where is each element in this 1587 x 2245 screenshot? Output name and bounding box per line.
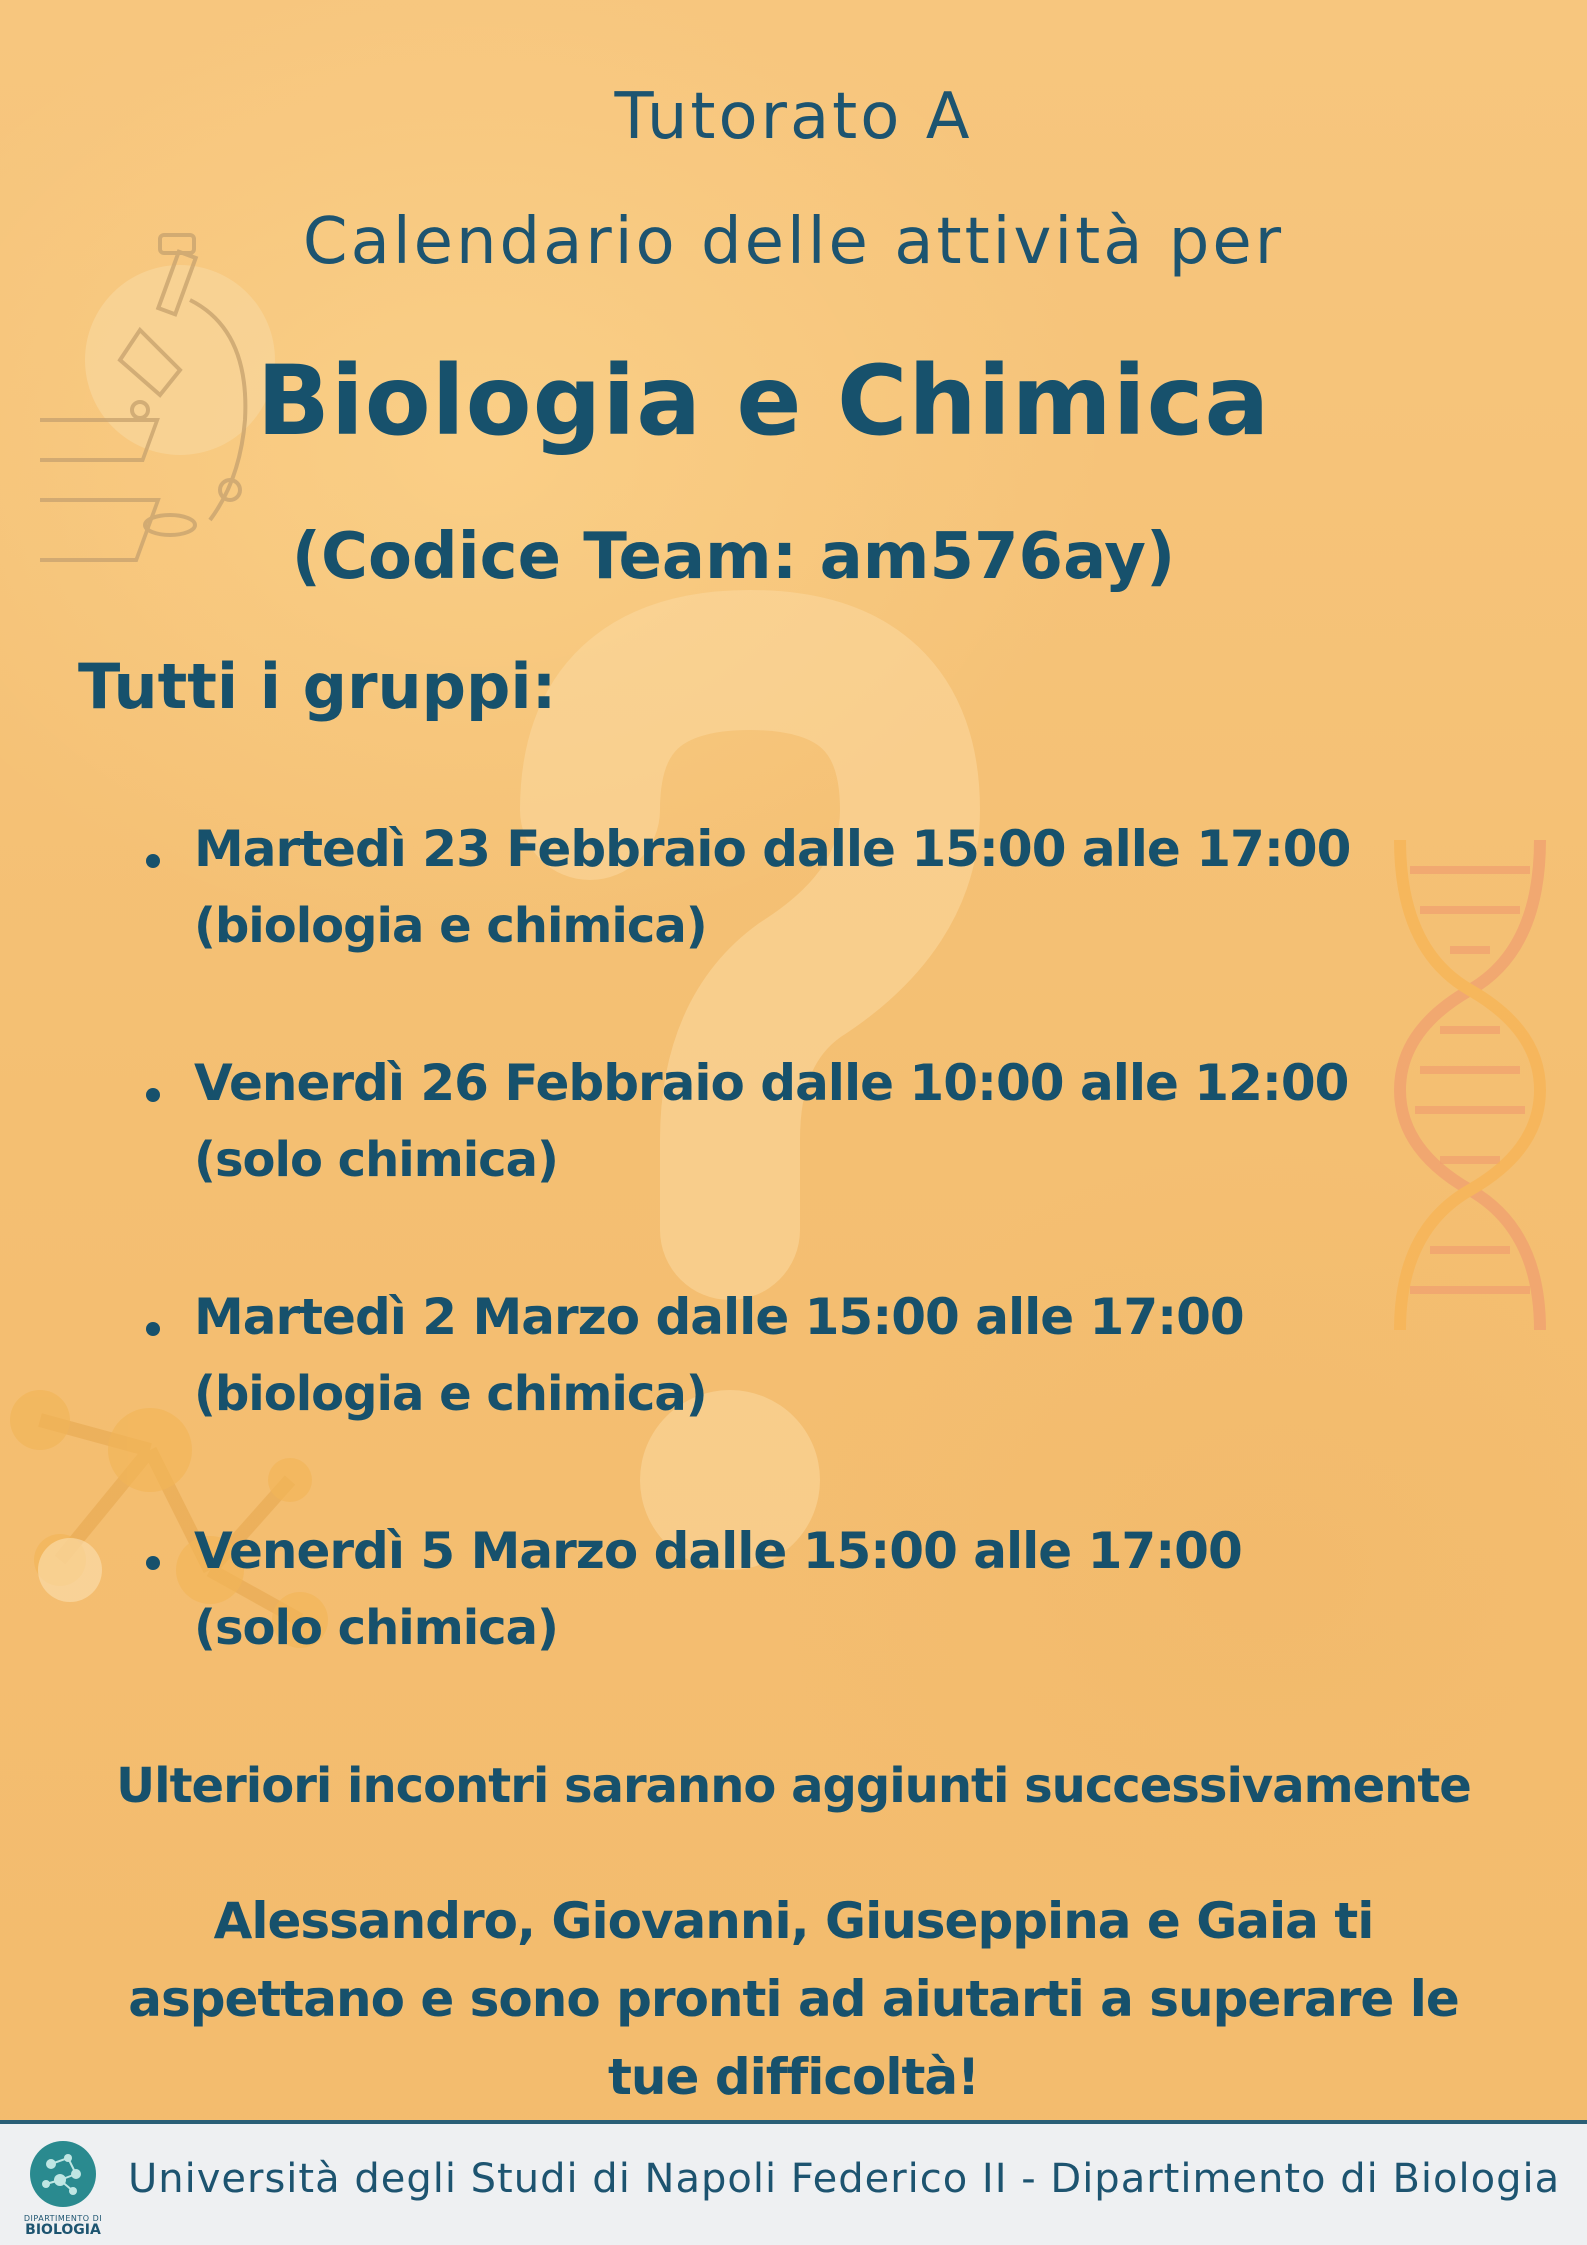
session-date-time: Martedì 2 Marzo dalle 15:00 alle 17:00 (194, 1288, 1244, 1346)
session-date-time: Venerdì 26 Febbraio dalle 10:00 alle 12:00 (194, 1054, 1349, 1112)
bullet-icon (146, 1322, 160, 1336)
biology-logo-icon (18, 2136, 108, 2236)
dna-helix-icon (1380, 830, 1560, 1330)
bullet-icon (146, 1088, 160, 1102)
session-topic: (solo chimica) (194, 1132, 558, 1188)
further-meetings-note: Ulteriori incontri saranno aggiunti successivamente (116, 1758, 1471, 1814)
footer-institution: Università degli Studi di Napoli Federico II - Dipartimento di Biologia (128, 2156, 1561, 2202)
session-topic: (solo chimica) (194, 1600, 558, 1656)
header-calendar-title: Calendario delle attività per (302, 205, 1285, 279)
logo-small-text: DIPARTIMENTO DI (23, 2214, 103, 2223)
session-date-time: Martedì 23 Febbraio dalle 15:00 alle 17:00 (194, 820, 1351, 878)
session-date-time: Venerdì 5 Marzo dalle 15:00 alle 17:00 (194, 1522, 1242, 1580)
bullet-icon (146, 1556, 160, 1570)
subject-title: Biologia e Chimica (256, 345, 1271, 457)
session-topic: (biologia e chimica) (194, 898, 707, 954)
bullet-icon (146, 854, 160, 868)
footer (0, 2120, 1587, 2245)
header-tutorato: Tutorato A (614, 80, 973, 154)
groups-heading: Tutti i gruppi: (78, 650, 557, 723)
team-code: (Codice Team: am576ay) (291, 520, 1176, 594)
logo-big-text: BIOLOGIA (25, 2222, 101, 2238)
session-topic: (biologia e chimica) (194, 1366, 707, 1422)
closing-message: Alessandro, Giovanni, Giuseppina e Gaia ti aspettano e sono pronti ad aiutarti a superare le tue difficoltà! (128, 1892, 1459, 2106)
